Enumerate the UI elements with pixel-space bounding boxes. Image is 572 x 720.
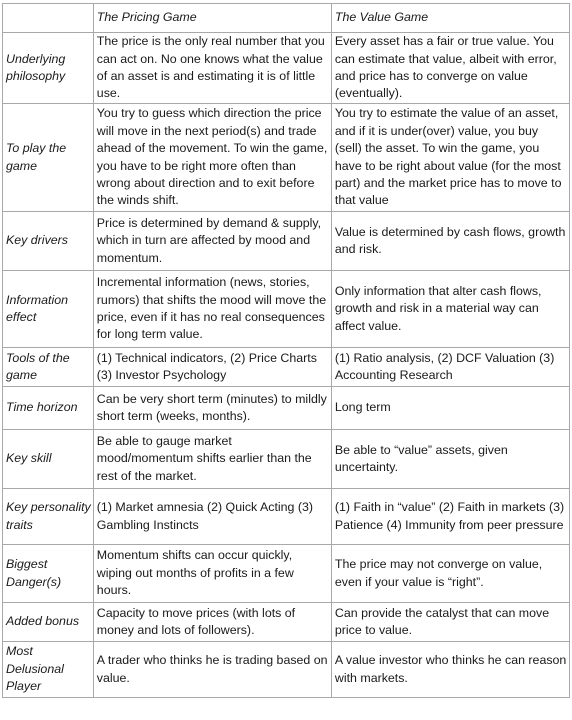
header-pricing-game: The Pricing Game bbox=[93, 4, 331, 33]
row-label: Added bonus bbox=[3, 603, 94, 642]
pricing-cell: A trader who thinks he is trading based on value. bbox=[93, 642, 331, 698]
table-row bbox=[3, 212, 570, 271]
row-label: Information effect bbox=[3, 271, 94, 348]
value-cell: You try to estimate the value of an asset, and if it is under(over) value, you buy (sell) the asset. To win the game, you have to be right about value (for the most part) and the market price has to move to that value bbox=[331, 104, 569, 212]
value-cell: A value investor who thinks he can reason with markets. bbox=[331, 642, 569, 698]
pricing-cell: You try to guess which direction the price will move in the next period(s) and trade ahead of the movement. To win the game, you have to be right more often than wrong about direction and to exit before the winds shift. bbox=[93, 104, 331, 212]
pricing-cell: Incremental information (news, stories, rumors) that shifts the mood will move the price, even if it has no real consequences for long term value. bbox=[93, 271, 331, 348]
pricing-cell: Be able to gauge market mood/momentum shifts earlier than the rest of the market. bbox=[93, 430, 331, 489]
corner-header bbox=[3, 4, 94, 33]
row-label: Tools of the game bbox=[3, 348, 94, 387]
table-row bbox=[3, 642, 570, 698]
table-row bbox=[3, 489, 570, 545]
row-label: Biggest Danger(s) bbox=[3, 545, 94, 603]
table-row bbox=[3, 545, 570, 603]
value-cell: The price may not converge on value, even if your value is “right”. bbox=[331, 545, 569, 603]
table-row bbox=[3, 348, 570, 387]
row-label: Time horizon bbox=[3, 387, 94, 430]
pricing-cell: Capacity to move prices (with lots of money and lots of followers). bbox=[93, 603, 331, 642]
value-cell: Long term bbox=[331, 387, 569, 430]
header-row bbox=[3, 4, 570, 33]
value-cell: Can provide the catalyst that can move price to value. bbox=[331, 603, 569, 642]
table-row bbox=[3, 603, 570, 642]
value-cell: (1) Faith in “value” (2) Faith in markets (3) Patience (4) Immunity from peer pressure bbox=[331, 489, 569, 545]
value-cell: Every asset has a fair or true value. You can estimate that value, albeit with error, and price has to converge on value (eventually). bbox=[331, 33, 569, 104]
pricing-cell: Price is determined by demand & supply, which in turn are affected by mood and momentum. bbox=[93, 212, 331, 271]
value-cell: Be able to “value” assets, given uncertainty. bbox=[331, 430, 569, 489]
value-cell: Only information that alter cash flows, growth and risk in a material way can affect value. bbox=[331, 271, 569, 348]
row-label: Key drivers bbox=[3, 212, 94, 271]
row-label: Key personality traits bbox=[3, 489, 94, 545]
pricing-cell: (1) Technical indicators, (2) Price Charts (3) Investor Psychology bbox=[93, 348, 331, 387]
table-row bbox=[3, 104, 570, 212]
row-label: To play the game bbox=[3, 104, 94, 212]
pricing-cell: The price is the only real number that you can act on. No one knows what the value of an asset is and estimating it is of little use. bbox=[93, 33, 331, 104]
header-value-game: The Value Game bbox=[331, 4, 569, 33]
pricing-cell: Can be very short term (minutes) to mildly short term (weeks, months). bbox=[93, 387, 331, 430]
row-label: Key skill bbox=[3, 430, 94, 489]
table-row bbox=[3, 430, 570, 489]
row-label: Most Delusional Player bbox=[3, 642, 94, 698]
value-cell: (1) Ratio analysis, (2) DCF Valuation (3) Accounting Research bbox=[331, 348, 569, 387]
pricing-cell: (1) Market amnesia (2) Quick Acting (3) Gambling Instincts bbox=[93, 489, 331, 545]
row-label: Underlying philosophy bbox=[3, 33, 94, 104]
pricing-cell: Momentum shifts can occur quickly, wiping out months of profits in a few hours. bbox=[93, 545, 331, 603]
table-row bbox=[3, 271, 570, 348]
table-row bbox=[3, 387, 570, 430]
comparison-table bbox=[2, 3, 570, 698]
value-cell: Value is determined by cash flows, growth and risk. bbox=[331, 212, 569, 271]
table-row bbox=[3, 33, 570, 104]
